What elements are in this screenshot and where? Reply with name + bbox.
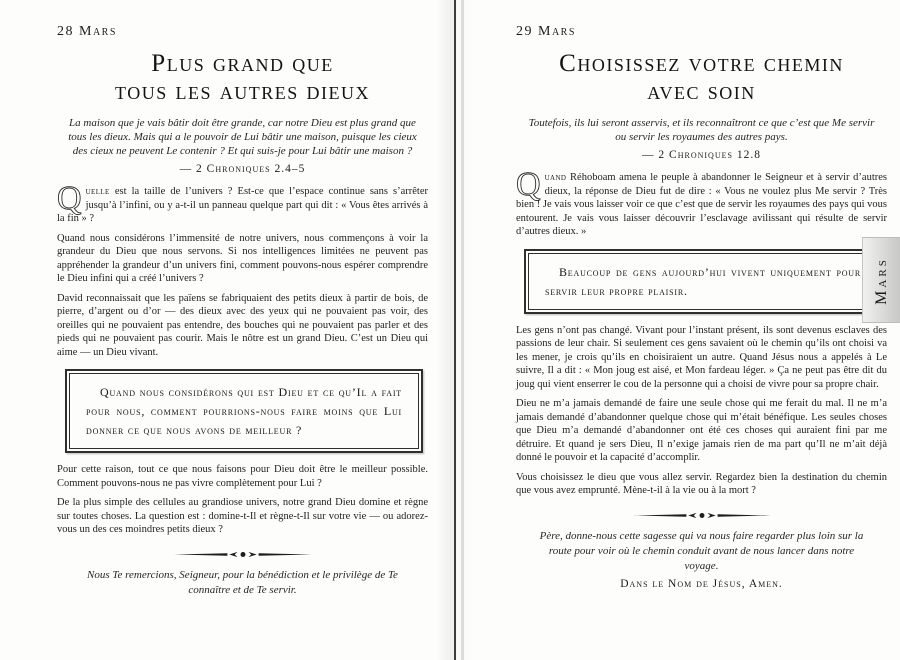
pull-quote-box-right — [524, 249, 882, 314]
paragraph — [516, 166, 887, 239]
prayer-closing-right: Dans le Nom de Jésus, Amen. — [620, 577, 783, 590]
prayer-right: Père, donne-nous cette sagesse qui va nous faire regarder plus loin sur la route pour voir où le chemin conduit avant de nous lancer dans notre voyage. — [539, 529, 864, 572]
epigraph-reference-left: — 2 Chroniques 2.4–5 — [179, 163, 306, 175]
page-date-right: 29 Mars — [516, 24, 576, 39]
page-right — [457, 0, 900, 660]
paragraph: Les gens n’ont pas changé. Vivant pour l’instant présent, ils sont devenus esclaves des passions de leur chair. Si seulement ces gens savaient où le chemin qu’ils ont choisi va les mener, je crois qu’ils en choisiraient un autre. Quand Jésus nous a appelés à Le suivre, Il a dit : « Mon joug est aisé, et Mon fardeau léger. » Ça ne peut pas être dit du joug qui vient enserrer le cou de la personne qui a choisi de vivre pour sa propre chair. — [516, 324, 887, 390]
paragraph: David reconnaissait que les païens se fabriquaient des petits dieux à partir de bois, de pierre, d’argent ou d’or — des dieux avec des yeux qui ne pouvaient pas voir, des oreilles qui ne pouvaient pas entendre, des bouches qui ne pouvaient pas parler et des pieds qui ne pouvaient pas courir. Mais le nôtre est un grand Dieu. C’est un Dieu qui aime — un Dieu vivant. — [57, 292, 428, 358]
lead-word-left: uelle — [85, 186, 110, 197]
page-gutter-line — [454, 0, 456, 660]
paragraph — [57, 180, 428, 226]
pull-quote-text-left: Quand nous considérons qui est Dieu et ce qu’Il a fait pour nous, comment pourrions-nous faire moins que Lui donner ce que nous avons de meilleur ? — [69, 373, 419, 449]
section-divider-left — [57, 549, 428, 560]
pull-quote-text-right: Beaucoup de gens aujourd’hui vivent uniquement pour servir leur propre plaisir. — [528, 253, 878, 310]
section-divider-right — [516, 510, 887, 521]
devotional-title-left — [57, 50, 428, 106]
pull-quote-box-left — [65, 369, 423, 453]
devotional-title-right — [516, 50, 887, 106]
paragraph: Pour cette raison, tout ce que nous faisons pour Dieu doit être le meilleur possible. Comment pouvons-nous ne pas vivre complètement pour Lui ? — [57, 464, 428, 489]
prayer-left: Nous Te remercions, Seigneur, pour la bénédiction et le privilège de Te connaître et de Te servir. — [87, 568, 398, 596]
month-tab-label: Mars — [873, 257, 890, 305]
title-left-line1: Plus grand que — [151, 50, 334, 77]
epigraph-reference-right: — 2 Chroniques 12.8 — [642, 149, 761, 161]
page-left — [0, 0, 447, 660]
title-right-line2: avec soin — [647, 78, 756, 105]
page-gutter-highlight — [461, 0, 464, 660]
paragraph: Dieu ne m’a jamais demandé de faire une seule chose qui me ferait du mal. Il ne m’a jamais demandé d’abandonner quelque chose qui m’était bénéfique. Les seules choses que Dieu m’a demandé d’abandonner ont été ces choses qui auraient fini par me détruire. Et quand je sers Dieu, Il n’exige jamais rien de ma part qu’Il ne m’ait déjà donné le pouvoir et la capacité d’accomplir. — [516, 398, 887, 463]
paragraph: De la plus simple des cellules au grandiose univers, notre grand Dieu domine et règne sur toutes choses. La question est : domine-t-Il et règne-t-Il sur votre vie — ou adorez-vous un des ces moindres petits dieux ? — [57, 497, 428, 535]
paragraph: Vous choisissez le dieu que vous allez servir. Regardez bien la destination du chemin que vous avez emprunté. Mène-t-il à la vie ou à la mort ? — [516, 471, 887, 496]
paragraph-text: est la taille de l’univers ? Est-ce que l’espace continue sans s’arrêter jusqu’à l’infini, ou y a-t-il un panneau quelque part qui dit : « Vous êtes arrivés à la fin » ? — [57, 186, 428, 224]
title-right-line1: Choisissez votre chemin — [559, 50, 844, 77]
epigraph-left: La maison que je vais bâtir doit être grande, car notre Dieu est plus grand que tous les dieux. Mais qui a le pouvoir de Lui bâtir une maison, puisque les cieux des cieux ne peuvent Le contenir ? Et qui suis-je pour Lui bâtir une maison ? — [68, 117, 417, 157]
paragraph-text: Réhoboam amena le peuple à abandonner le Seigneur et à servir d’autres dieux, la réponse de Dieu fut de dire : « Vous ne voulez plus Me servir ? Très bien ! Je vais vous laisser voir ce que c’est que de servir les royaumes des pays qui vous entourent. Je vais vous laisser découvrir l’esclavage avilissant qui résulte de servir d’autres dieux. » — [516, 172, 887, 237]
epigraph-right: Toutefois, ils lui seront asservis, et ils reconnaîtront ce que c’est que Me servir ou servir les royaumes des autres pays. — [528, 117, 875, 143]
title-left-line2: tous les autres dieux — [115, 78, 370, 105]
month-thumb-tab — [862, 237, 900, 323]
fleuron-icon — [173, 549, 313, 560]
dropcap-left: Q — [57, 180, 82, 217]
paragraph: Quand nous considérons l’immensité de notre univers, nous commençons à voir la grandeur du Dieu que nous servons. Si nos intelligences limitées ne peuvent pas appréhender la grandeur d’un univers fini, comment pouvons-nous espérer comprendre le Dieu infini qui a créé l’univers ? — [57, 232, 428, 284]
dropcap-right: Q — [516, 166, 541, 203]
fleuron-icon — [632, 510, 772, 521]
lead-word-right: uand — [544, 172, 567, 183]
page-date-left: 28 Mars — [57, 24, 117, 39]
